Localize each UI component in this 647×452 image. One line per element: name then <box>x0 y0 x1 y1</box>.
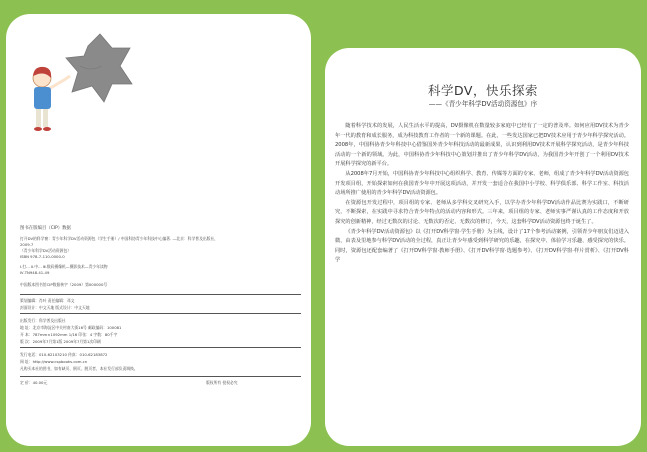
credit-line: 网 址：http://www.cspbooks.com.cn <box>20 359 88 364</box>
preface-body <box>335 122 629 266</box>
credit-line: 发行电话：010-62103210 传真：010-62183872 <box>20 352 108 357</box>
credit-line: 版 次：2009年7月第1版 2009年7月第1次印刷 <box>20 339 101 344</box>
preface-subtitle: ——《青少年科学DV活动资源包》序 <box>428 100 538 108</box>
cip-line: Ⅳ.TN948.41-49 <box>20 270 50 275</box>
copyright-notice: 版权所有 侵权必究 <box>206 380 238 385</box>
paragraph: 《青少年科学DV活动资源包》以《打开DV科学窗·学生手册》为主线，设计了17个参考活动案例，引领青少年朋友们迈进入微，由表及里地参与科学DV活动的全过程，真正让青少年感受到科学研究的乐趣，在探究中、体验学习乐趣、感受探究的快乐。同时，资源包还配套编著了《打开DV科学窗·教师手册》、《打开DV科学窗·选题参考》、《打开DV科学窗·样片赏析》、《打开DV科学 <box>335 228 629 264</box>
child-legs <box>36 109 41 127</box>
child-holding-star-illustration <box>20 26 150 144</box>
cip-line: （青少年科学DV活动资源包） <box>20 248 72 253</box>
credit-line: 地 址：北京市海淀区中关村南大街16号 邮政编码：100081 <box>20 325 122 330</box>
cip-line: ISBN 978-7-110-0000-0 <box>20 254 65 259</box>
credit-line: 封面设计：中文天地 版式设计：中文天地 <box>20 305 90 310</box>
credit-line: 开 本：787mm×1092mm 1/16 印张：4 字数：80千字 <box>20 332 118 337</box>
cip-line: Ⅰ.打… Ⅱ.中… Ⅲ.数码摄像机—摄影技术—青少年读物 <box>20 264 108 269</box>
divider <box>20 294 301 295</box>
divider <box>20 376 301 377</box>
credit-line: 出版发行：科学普及出版社 <box>20 318 66 323</box>
right-page <box>325 48 641 446</box>
left-page <box>6 14 311 446</box>
divider <box>20 347 301 348</box>
credit-line: 凡购买本社的图书，如有缺页、倒页、脱页者，本社发行部负责调换。 <box>20 366 138 371</box>
preface-title: 科学DV，快乐探索 <box>428 83 538 98</box>
price: 定 价：40.00元 <box>20 380 48 385</box>
paragraph: 在资源包开发过程中，项目组的专家、老师从多学科交叉研究入手，以学办青少年科学DV活动作品比赛为实践口，不断研究，不断探索，在实践中寻求符合青少年特点的活动内容和形式。三年来，项目组的专家、老师实事严谨认真的工作态度和开放探究的创新精神，经过无数次的讨论、无数次的否定、无数次的修订，今天，这套科学DV活动资源包终于诞生了。 <box>335 199 629 225</box>
cip-line: 打开DV的科学窗：青少年科学DV活动资源包（学生手册）/ 中国科协青少年科技中心编著. —北京：科学普及出版社， <box>20 236 219 241</box>
cip-heading: 图书在版编目（CIP）数据 <box>20 226 71 231</box>
star-shape <box>66 34 132 102</box>
cip-number: 中国版本图书馆CIP数据核字（2009）第000000号 <box>20 282 108 287</box>
cip-line: 2009.7 <box>20 242 34 247</box>
paragraph: 随着科学技术的发展，人民生活水平的提高，DV摄像机在数量较多家庭中已经有了一定的普及率。如何应用DV技术为青少年一代的教育和成长服务，成为科技教育工作者的一个新的课题。在此，一些发达国家已把DV技术应用于青少年科学探究活动。2008年，中国科协青少年科技中心借鉴国外青少年科技活动的最新成果，认识到利用DV技术开展科学探究活动，是青少年科技活动的一个新的领域。为此，中国科协青少年科技中心策划并推出了青少年科学DV活动，为我国青少年开创了一个利用DV技术开展科学探究的新平台。 <box>335 123 629 168</box>
divider <box>20 313 301 314</box>
credit-line: 策划编辑：肖叶 责任编辑：邓文 <box>20 298 75 303</box>
paragraph: 从2008年7月开始，中国科协青少年科技中心组织科学、教育、传媒等方面的专家、老师，组成了青少年科学DV活动资源包开发项目组，开始探索如何在我国青少年中开展这项活动，并开发一套适合在我国中小学校、科学俱乐部、科学工作室、科技活动场所推广使用的青少年科学DV活动资源包。 <box>335 170 629 197</box>
child-body <box>34 87 51 109</box>
